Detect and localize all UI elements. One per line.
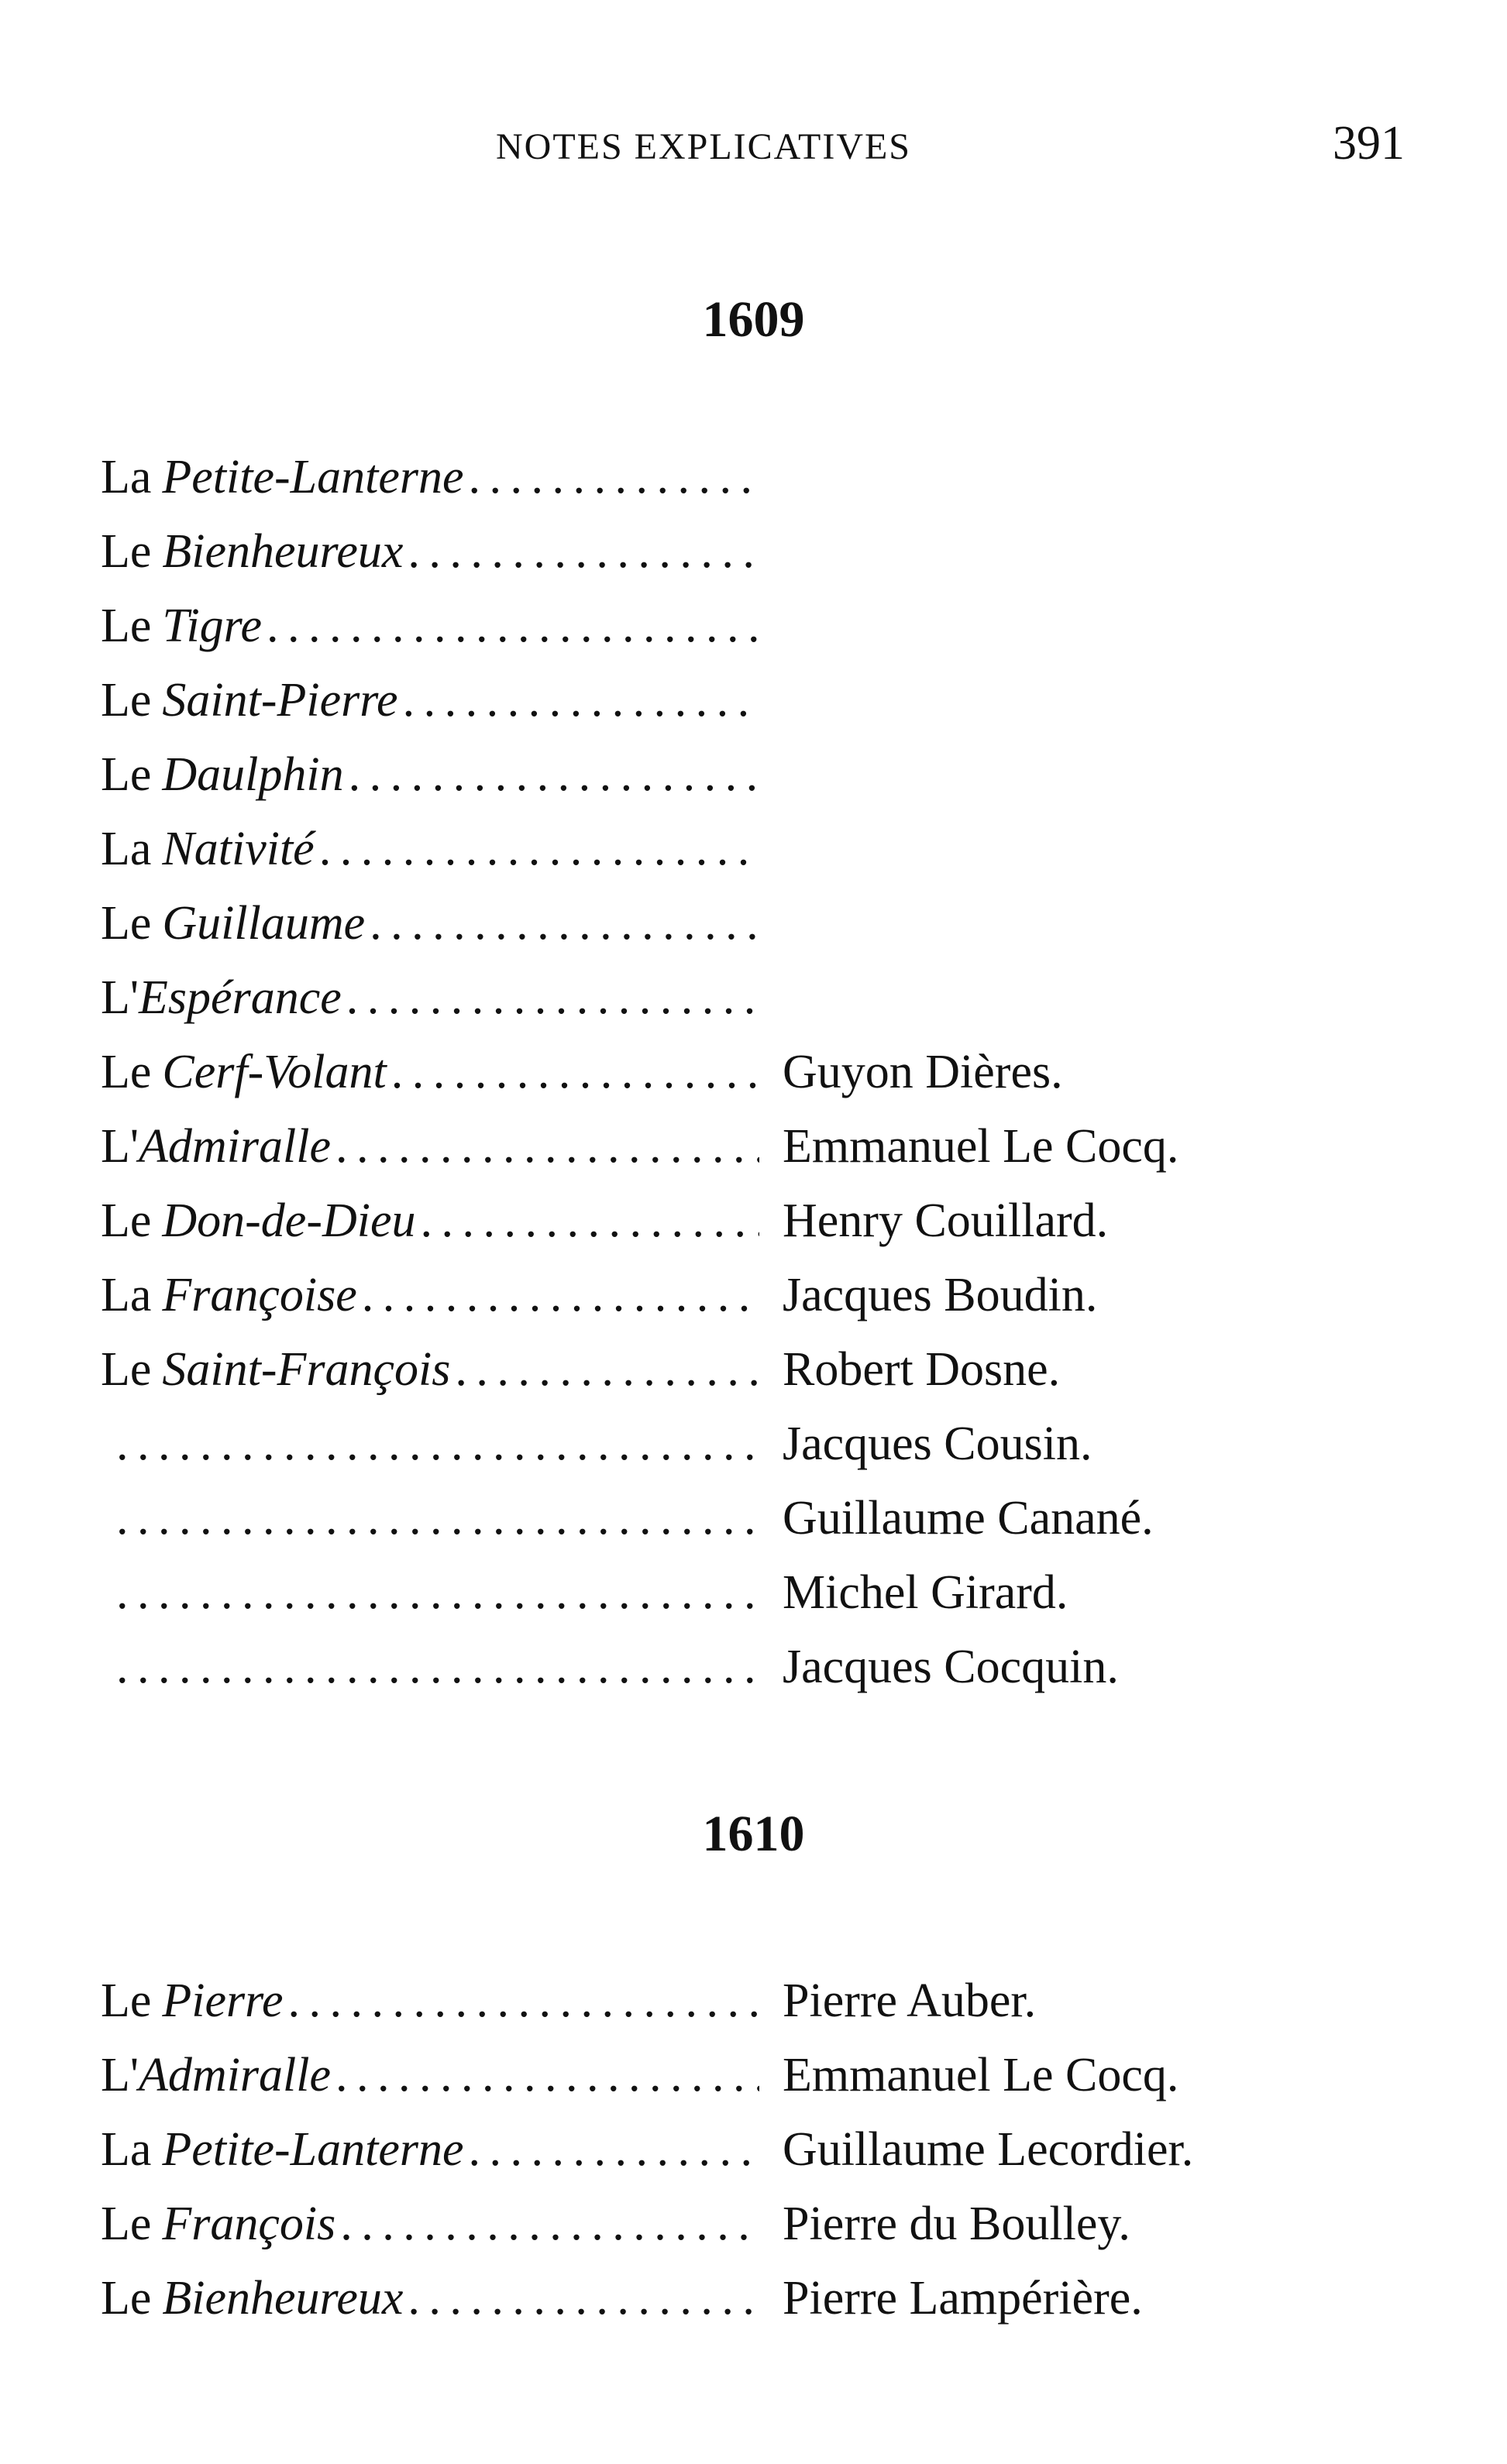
captain-name: Emmanuel Le Cocq. [783,2049,1179,2101]
ship-name: Tigre [162,600,263,652]
dot-leader [346,961,759,1035]
ship-row [101,961,1356,1035]
ship-cell [101,2187,759,2261]
ship-row [101,440,1356,514]
ship-row [101,812,1356,886]
ship-row [101,886,1356,961]
ship-article: Le [101,674,152,727]
ship-cell [101,1184,759,1258]
ship-row [101,1258,1356,1332]
dot-leader [455,1332,759,1407]
ship-cell [101,2112,759,2187]
captain-name: Robert Dosne. [783,1343,1061,1396]
ship-cell [101,1964,759,2038]
ship-name: Don-de-Dieu [162,1194,416,1247]
ship-name: Pierre [162,1974,284,2027]
header-title: NOTES EXPLICATIVES [496,126,911,167]
ship-cell [101,440,759,514]
ship-row [101,1555,1356,1630]
ship-name: François [162,2198,336,2250]
ship-row [101,2038,1356,2112]
ship-cell [101,1630,759,1704]
ship-cell [101,737,759,812]
dot-leader [421,1184,760,1258]
ship-name: Petite-Lanterne [162,451,464,503]
ship-article: L' [101,1120,139,1173]
ship-row [101,2112,1356,2187]
ship-article: Le [101,897,152,950]
captain-name: Jacques Boudin. [783,1269,1098,1321]
ship-article: Le [101,2198,152,2250]
dot-leader [469,440,760,514]
ship-cell [101,1035,759,1109]
ship-name: Bienheureux [162,525,404,578]
captain-name: Pierre du Boulley. [783,2198,1130,2250]
dot-leader [319,812,759,886]
captain-name: Guillaume Canané. [783,1492,1154,1545]
ship-row [101,1630,1356,1704]
dot-leader [403,663,759,737]
dot-leader [349,737,759,812]
captain-name: Michel Girard. [783,1566,1068,1619]
dot-leader [116,1630,759,1704]
dot-leader [335,2038,759,2112]
ship-cell [101,1109,759,1184]
ship-name: Daulphin [162,748,344,801]
dot-leader [370,886,759,961]
ship-article: La [101,1269,152,1321]
ship-name: Petite-Lanterne [162,2123,464,2176]
ship-article: Le [101,1194,152,1247]
ship-article: Le [101,600,152,652]
dot-leader [287,1964,759,2038]
ship-row [101,1109,1356,1184]
ship-row [101,2187,1356,2261]
ship-article: Le [101,1046,152,1098]
ship-article: La [101,2123,152,2176]
ship-cell [101,1332,759,1407]
year-heading-1609: 1609 [702,291,805,348]
dot-leader [116,1481,759,1555]
dot-leader [408,2261,759,2335]
running-header [0,116,1507,170]
ship-article: L' [101,971,139,1024]
ship-cell [101,1258,759,1332]
ship-cell [101,2038,759,2112]
ship-name: Cerf-Volant [162,1046,387,1098]
page-number: 391 [1333,117,1405,170]
ship-article: Le [101,525,152,578]
captain-name: Jacques Cousin. [783,1418,1092,1470]
captain-name: Pierre Auber. [783,1974,1037,2027]
ship-name: Espérance [139,971,342,1024]
dot-leader [340,2187,759,2261]
ship-name: Bienheureux [162,2272,404,2325]
ship-article: Le [101,1974,152,2027]
ship-cell [101,2261,759,2335]
ship-row [101,663,1356,737]
captain-name: Jacques Cocquin. [783,1641,1119,1693]
ship-row [101,1184,1356,1258]
dot-leader [116,1555,759,1630]
ship-name: Saint-François [162,1343,451,1396]
dot-leader [391,1035,759,1109]
ship-article: L' [101,2049,139,2101]
ship-row [101,1407,1356,1481]
dot-leader [335,1109,759,1184]
ship-row [101,1035,1356,1109]
ship-name: Admiralle [139,1120,332,1173]
ship-cell [101,886,759,961]
ship-row [101,514,1356,589]
ship-cell [101,1481,759,1555]
ship-cell [101,1555,759,1630]
ship-row [101,1332,1356,1407]
ship-cell [101,514,759,589]
ship-article: La [101,823,152,875]
ship-cell [101,663,759,737]
captain-name: Emmanuel Le Cocq. [783,1120,1179,1173]
captain-name: Guyon Dières. [783,1046,1063,1098]
ship-name: Admiralle [139,2049,332,2101]
dot-leader [116,1407,759,1481]
ship-row [101,1964,1356,2038]
ship-article: Le [101,2272,152,2325]
ship-name: Françoise [162,1269,357,1321]
ship-name: Guillaume [162,897,366,950]
dot-leader [469,2112,760,2187]
ship-row [101,2261,1356,2335]
ship-cell [101,812,759,886]
year-heading-1610: 1610 [702,1806,805,1862]
ship-article: Le [101,1343,152,1396]
ship-article: Le [101,748,152,801]
ship-article: La [101,451,152,503]
ship-row [101,737,1356,812]
ship-row [101,1481,1356,1555]
ship-cell [101,961,759,1035]
ship-row [101,589,1356,663]
ship-cell [101,1407,759,1481]
captain-name: Pierre Lampérière. [783,2272,1143,2325]
ship-cell [101,589,759,663]
dot-leader [362,1258,759,1332]
ship-name: Nativité [162,823,315,875]
captain-name: Guillaume Lecordier. [783,2123,1194,2176]
captain-name: Henry Couillard. [783,1194,1109,1247]
ship-name: Saint-Pierre [162,674,398,727]
dot-leader [267,589,759,663]
dot-leader [408,514,759,589]
